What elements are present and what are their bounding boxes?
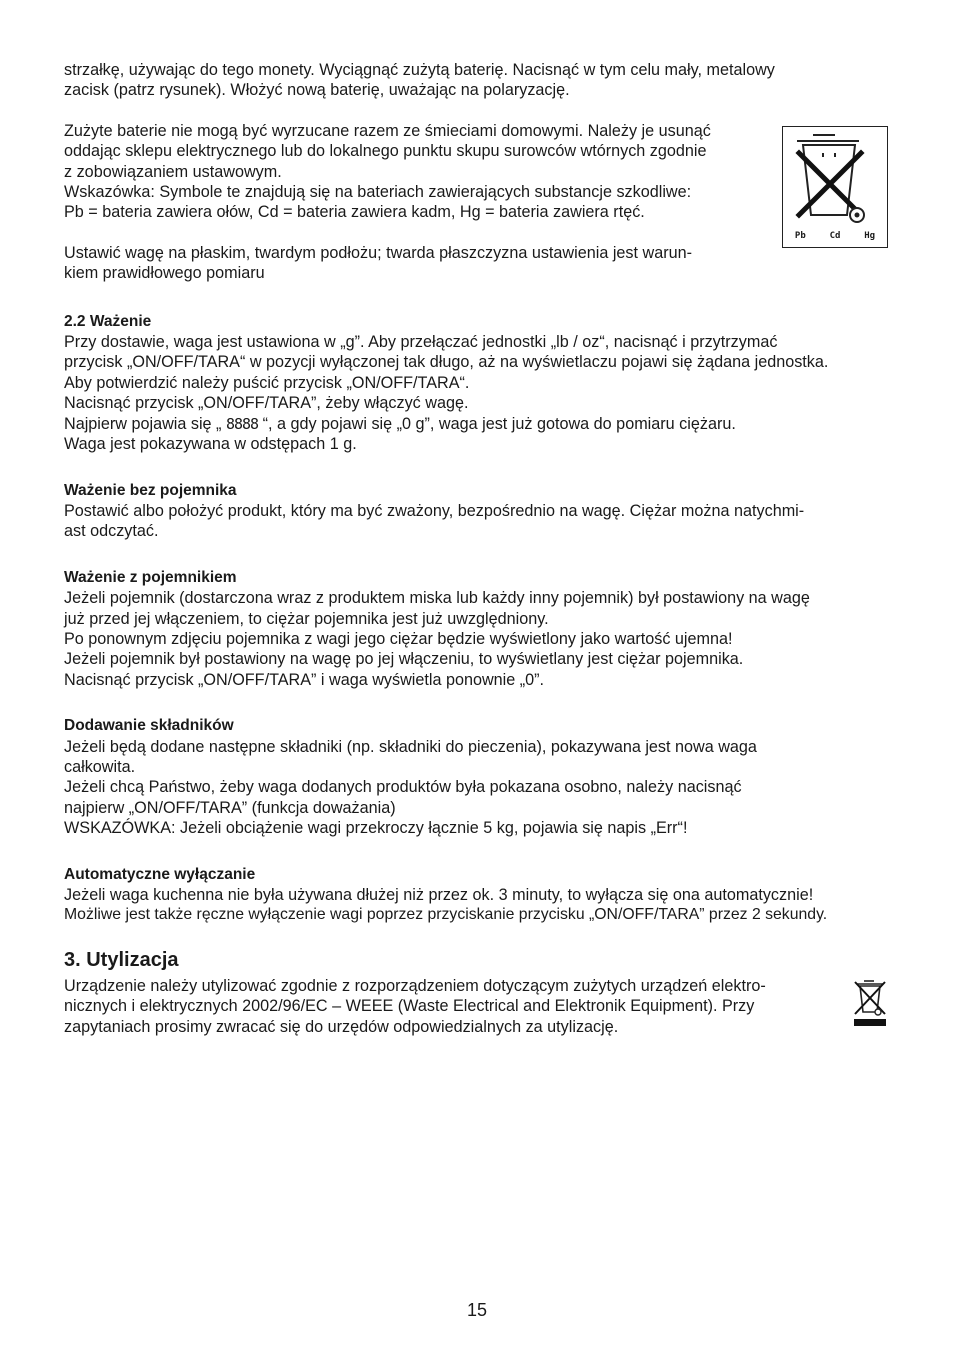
page-number: 15 xyxy=(466,1300,488,1320)
section-adding-ingredients xyxy=(64,716,894,838)
text-line: całkowita. xyxy=(64,757,136,776)
text-line: kiem prawidłowego pomiaru xyxy=(64,264,265,283)
text-line: Nacisnąć przycisk „ON/OFF/TARA” i waga wyświetla ponownie „0”. xyxy=(64,670,545,689)
section-heading: Automatyczne wyłączanie xyxy=(64,865,256,883)
section-weighing-with-container xyxy=(64,568,894,690)
section-heading: Dodawanie składników xyxy=(64,717,234,735)
section-auto-off xyxy=(64,865,894,926)
label-cd: Cd xyxy=(829,231,841,241)
text-line: Przy dostawie, waga jest ustawiona w „g”. Aby przełączać jednostki „lb / oz“, nacisnąć i przytrzymać xyxy=(64,333,778,352)
placement-paragraph xyxy=(64,243,894,284)
label-hg: Hg xyxy=(864,231,876,241)
text-line: Aby potwierdzić należy puścić przycisk „ON/OFF/TARA“. xyxy=(64,373,470,392)
text-line: najpierw „ON/OFF/TARA” (funkcja doważania) xyxy=(64,798,396,817)
weee-bin-icon xyxy=(852,978,888,1028)
text-line: Ustawić wagę na płaskim, twardym podłożu; twarda płaszczyzna ustawienia jest warun- xyxy=(64,243,692,262)
section-weighing-without-container xyxy=(64,481,894,542)
label-pb: Pb xyxy=(794,231,806,241)
battery-disposal-paragraph xyxy=(64,121,894,223)
section-heading: 3. Utylizacja xyxy=(64,948,179,971)
text-line: Zużyte baterie nie mogą być wyrzucane razem ze śmieciami domowymi. Należy je usunąć xyxy=(64,121,711,140)
text-line: ast odczytać. xyxy=(64,522,159,541)
text-line: nicznych i elektrycznych 2002/96/EC – WEEE (Waste Electrical and Elektronik Equipment). Przy xyxy=(64,997,755,1016)
text-line: Jeżeli waga kuchenna nie była używana dłużej niż przez ok. 3 minuty, to wyłącza się ona automatycznie! xyxy=(64,886,814,904)
text-line: już przed jej włączeniem, to ciężar pojemnika jest już uwzględniony. xyxy=(64,609,549,628)
document-page xyxy=(64,60,894,1057)
display-segment-text: 8888 xyxy=(225,414,259,433)
text-line: WSKAZÓWKA: Jeżeli obciążenie wagi przekroczy łącznie 5 kg, pojawia się napis „Err“! xyxy=(64,819,688,838)
text-line: Jeżeli będą dodane następne składniki (np. składniki do pieczenia), pokazywana jest nowa waga xyxy=(64,737,757,756)
intro-paragraph-1 xyxy=(64,60,894,101)
text-line: Jeżeli pojemnik (dostarczona wraz z produktem miska lub każdy inny pojemnik) był postawiony na wagę xyxy=(64,589,810,608)
text-line: oddając sklepu elektrycznego lub do lokalnego punktu skupu surowców wtórnych zgodnie xyxy=(64,142,707,161)
text-line: strzałkę, używając do tego monety. Wyciągnąć zużytą baterię. Nacisnąć w tym celu mały, metalowy xyxy=(64,61,775,79)
section-3-disposal xyxy=(64,948,894,1037)
text-line: Jeżeli pojemnik był postawiony na wagę po jej włączeniu, to wyświetlany jest ciężar pojemnika. xyxy=(64,650,744,669)
section-heading: 2.2 Ważenie xyxy=(64,312,152,330)
crossed-bin-icon xyxy=(783,127,887,247)
text-line: zapytaniach prosimy zwracać się do urzędów odpowiedzialnych za utylizację. xyxy=(64,1017,619,1036)
text-line: przycisk „ON/OFF/TARA“ w pozycji wyłączonej tak długo, aż na wyświetlaczu pojawi się żądana jednostka. xyxy=(64,353,829,372)
text-line: Postawić albo położyć produkt, który ma być zważony, bezpośrednio na wagę. Ciężar można natychmi- xyxy=(64,501,805,520)
text-fragment: Najpierw pojawia się „ xyxy=(64,414,226,433)
battery-disposal-symbol xyxy=(782,126,888,248)
text-line: Pb = bateria zawiera ołów, Cd = bateria zawiera kadm, Hg = bateria zawiera rtęć. xyxy=(64,203,645,222)
text-fragment: “, a gdy pojawi się „0 g”, waga jest już gotowa do pomiaru ciężaru. xyxy=(258,414,736,433)
battery-chemical-labels xyxy=(783,231,887,241)
text-line: Urządzenie należy utylizować zgodnie z rozporządzeniem dotyczącym zużytych urządzeń elektro- xyxy=(64,976,766,995)
text-line: Wskazówka: Symbole te znajdują się na bateriach zawierających substancje szkodliwe: xyxy=(64,183,692,202)
section-heading: Ważenie z pojemnikiem xyxy=(64,568,237,586)
text-line: Nacisnąć przycisk „ON/OFF/TARA”, żeby włączyć wagę. xyxy=(64,394,469,413)
text-line: Możliwe jest także ręczne wyłączenie wagi poprzez przyciskanie przycisku „ON/OFF/TARA” przez 2 sekundy. xyxy=(64,906,828,924)
text-line: Jeżeli chcą Państwo, żeby waga dodanych produktów była pokazana osobno, należy nacisnąć xyxy=(64,778,742,797)
section-heading: Ważenie bez pojemnika xyxy=(64,481,237,499)
text-line: Po ponownym zdjęciu pojemnika z wagi jego ciężar będzie wyświetlony jako wartość ujemna! xyxy=(64,629,733,648)
text-line xyxy=(64,414,894,434)
text-line: zacisk (patrz rysunek). Włożyć nową baterię, uważając na polaryzację. xyxy=(64,81,570,100)
section-2-2 xyxy=(64,312,894,455)
text-line: z zobowiązaniem ustawowym. xyxy=(64,162,282,181)
text-line: Waga jest pokazywana w odstępach 1 g. xyxy=(64,435,357,454)
